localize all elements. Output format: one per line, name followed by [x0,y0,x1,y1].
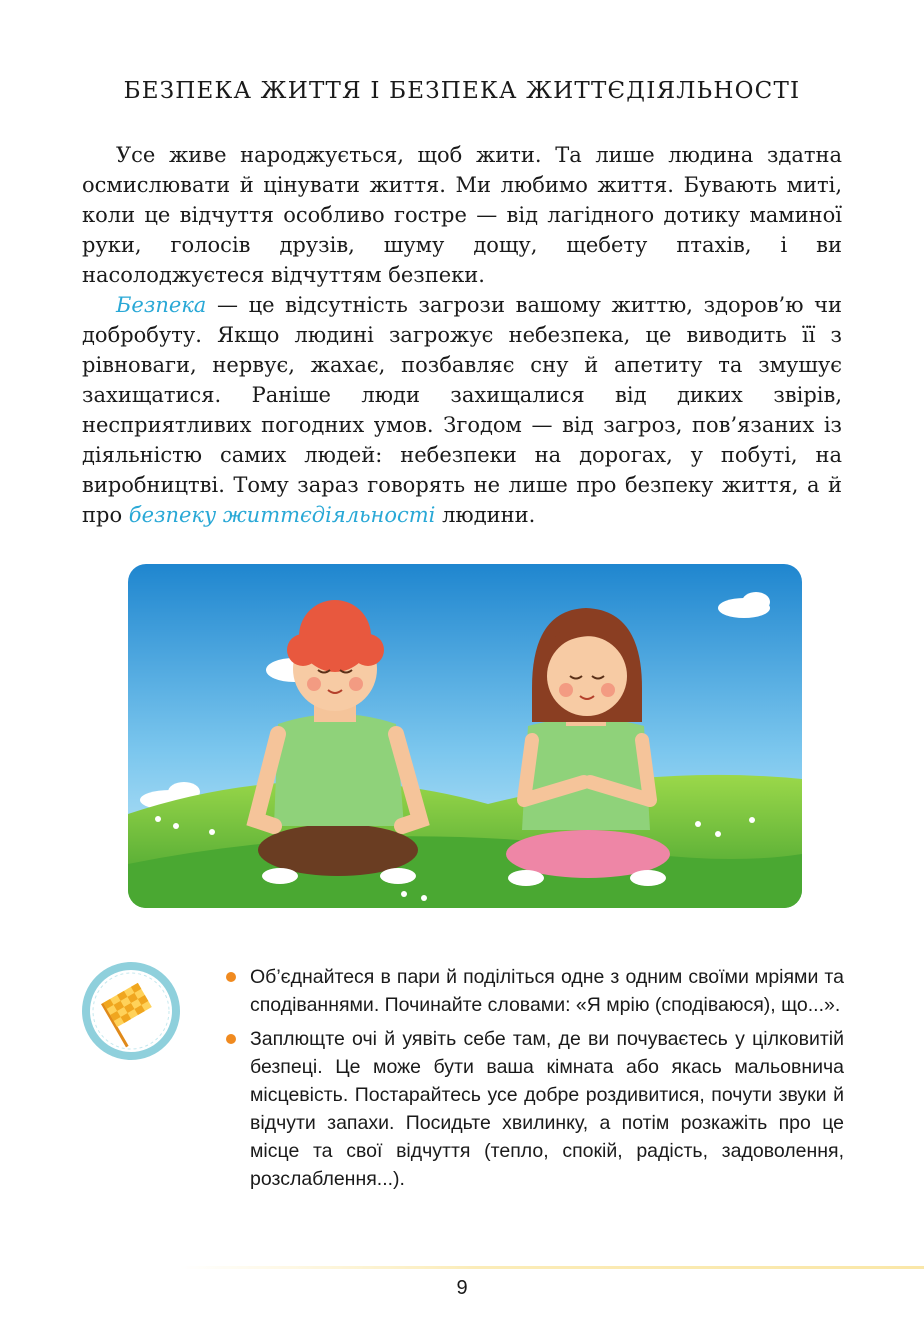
orange-dot-icon [226,1034,236,1044]
task-item-1 [226,963,844,1019]
footer-divider [180,1266,924,1269]
body-text [82,140,842,530]
page-number: 9 [456,1277,468,1299]
paragraph-2-text: — це відсутність загрози вашому життю, здоров’ю чи добробуту. Якщо людині загрожує небезпека, це виводить її з рівноваги, нервує, жахає, позбавляє сну й апетиту та змушує захищатися. Раніше люди захищалися від диких звірів, несприятливих погодних умов. Згодом — від загроз, пов’язаних із діяльністю самих людей: небезпеки на дорогах, у побуті, на виробництві. Тому зараз говорять не лише про безпеку життя, а й про [82,293,842,527]
paragraph-2 [82,290,842,530]
term-safety: Безпека [116,293,207,317]
paragraph-2-tail: людини. [435,503,536,527]
task-item-2 [226,1025,844,1193]
orange-dot-icon [226,972,236,982]
page-title: БЕЗПЕКА ЖИТТЯ І БЕЗПЕКА ЖИТТЄДІЯЛЬНОСТІ [123,78,801,104]
task-list [226,963,844,1199]
meditating-children-illustration [128,564,802,908]
task-text-1: Об’єднайтеся в пари й поділіться одне з одним своїми мріями та сподіваннями. Починайте словами: «Я мрію (сподіваюся), що...». [250,966,844,1016]
checkered-flag-icon [80,960,182,1062]
task-text-2: Заплющте очі й уявіть себе там, де ви почуваєтесь у цілковитій безпеці. Це може бути ваша кімната або якась мальовнича місцевість. Постарайтесь усе добре роздивитися, почути звуки й відчути запахи. Посидьте хвилинку, а потім розкажіть про це місце та свої відчуття (тепло, спокій, радість, задоволення, розслаблення...). [250,1028,844,1190]
term-life-safety: безпеку життєдіяльності [128,503,436,527]
paragraph-1: Усе живе народжується, щоб жити. Та лише людина здатна осмислювати й цінувати життя. Ми любимо життя. Бувають миті, коли це відчуття особливо гостре — від лагідного дотику маминої руки, голосів друзів, шуму дощу, щебету птахів, і ви насолоджуєтеся відчуттям безпеки. [82,143,842,287]
